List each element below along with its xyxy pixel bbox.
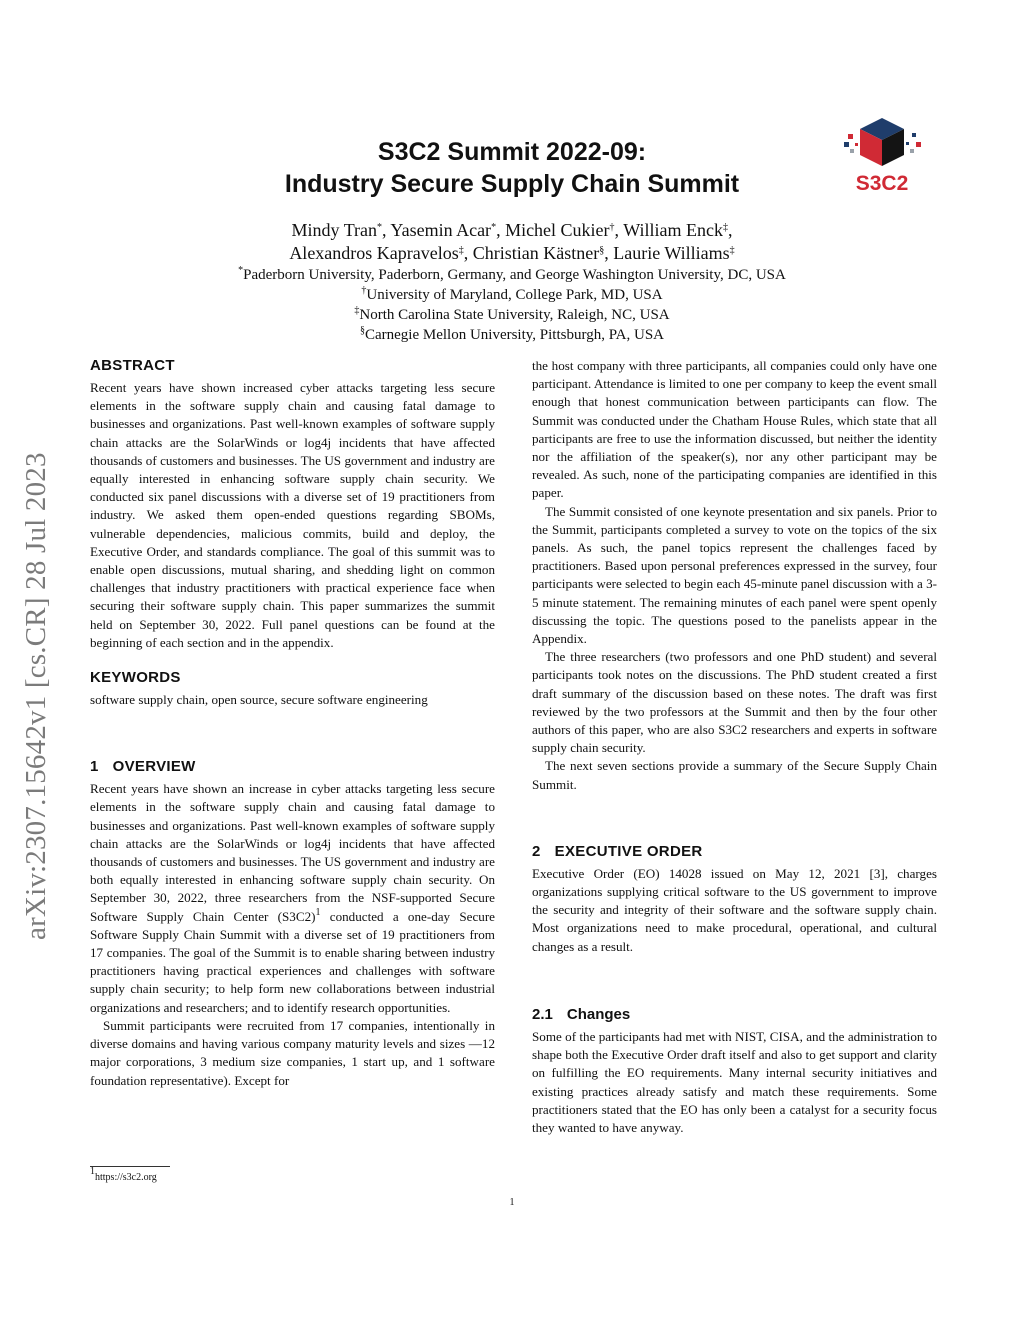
affiliation-text: North Carolina State University, Raleigh, NC, USA xyxy=(359,307,670,323)
title-line-2: Industry Secure Supply Chain Summit xyxy=(284,170,740,198)
left-column xyxy=(90,357,495,1090)
section-title: OVERVIEW xyxy=(112,758,196,776)
author-mark: † xyxy=(609,222,615,233)
section-number: 1 xyxy=(90,758,99,776)
abstract-heading: ABSTRACT xyxy=(90,357,175,374)
affiliation-mark: § xyxy=(359,325,365,336)
author-line-2 xyxy=(150,242,874,265)
affiliation-text: University of Maryland, College Park, MD, USA xyxy=(366,287,663,303)
author-mark: * xyxy=(491,222,497,233)
title-line-1: S3C2 Summit 2022-09: xyxy=(377,138,647,166)
author-line-1 xyxy=(150,219,874,242)
logo-text: S3C2 xyxy=(855,172,909,195)
author-name: Michel Cukier xyxy=(505,220,610,240)
affiliation-list xyxy=(150,265,874,345)
author-name: Alexandros Kapravelos xyxy=(289,243,459,263)
author-separator: , xyxy=(496,220,506,240)
footnote-ref[interactable]: 1 xyxy=(315,906,321,918)
overview-paragraph-2: Summit participants were recruited from 17 companies, intentionally in diverse domains and having various company maturity levels and sizes —12 major corporations, 3 medium size companies, 1 start up, and 1 software foundation representative). Except for xyxy=(90,1017,495,1088)
abstract-text: Recent years have shown increased cyber attacks targeting less secure elements in the software supply chain and causing fatal damage to businesses and organizations. Past well-known examples of software supply chain attacks are the SolarWinds or log4j incidents that have affected thousands of customers and businesses. The US government and industry are equally interested in enhancing software supply chain security. We conducted six panel discussions with a diverse set of 19 practitioners from industry. We asked them open-ended questions regarding SBOMs, vulnerable dependencies, malicious commits, build and deploy, the Executive Order, and standards compliance. The goal of this summit was to enable open discussions, mutual sharing, and shedding light on common challenges that industry practitioners with practical experience face when securing their software supply chain. This paper summarizes the summit held on September 30, 2022. Full panel questions can be found at the beginning of each section and in the appendix. xyxy=(90,380,495,650)
overview-heading xyxy=(90,758,495,775)
author-separator: , xyxy=(463,243,473,263)
affiliation xyxy=(150,265,874,285)
changes-heading xyxy=(532,1006,937,1023)
author-name: Mindy Tran xyxy=(291,220,378,240)
keywords-heading: KEYWORDS xyxy=(90,669,181,687)
footnote-mark: 1 xyxy=(90,1166,95,1177)
subsection-number: 2.1 xyxy=(532,1005,553,1023)
overview-paragraph-1 xyxy=(90,780,495,1017)
author-mark: ‡ xyxy=(722,222,728,233)
affiliation-mark: * xyxy=(238,265,244,276)
author-mark: ‡ xyxy=(729,245,735,256)
overview-paragraph-4: The Summit consisted of one keynote presentation and six panels. Prior to the Summit, participants completed a survey to vote on the topics of the six panels. As such, the panel topics represent the challenges faced by practitioners. Based upon personal preferences expressed in the survey, four participants were selected to begin each 45-minute panel discussion with a 3-5 minute statement. The remaining minutes of each panel were spent openly discussing the topic. The questions posed to the panelists appear in the Appendix. xyxy=(532,503,937,647)
page-number: 1 xyxy=(509,1197,515,1208)
subsection-title: Changes xyxy=(566,1005,631,1023)
author-mark: ‡ xyxy=(458,245,464,256)
author-name: Laurie Williams xyxy=(613,243,730,263)
paper-title xyxy=(150,136,874,200)
overview-paragraph-5: The three researchers (two professors and one PhD student) and several participants took notes on the discussions. The PhD student created a first draft summary of the discussion based on these notes. The draft was first reviewed by the two professors at the Summit and then by the four other authors of this paper, who are also S3C2 researchers and experts in software supply chain security. xyxy=(532,649,937,756)
executive-order-heading xyxy=(532,843,937,860)
affiliation-mark: † xyxy=(361,285,367,296)
footnote xyxy=(90,1166,157,1183)
overview-paragraph-3: the host company with three participants, all companies could only have one participant. Attendance is limited to one per company to keep the event small enough that honest communication between participants can flow. The Summit was conducted under the Chatham House Rules, which state that all participants are free to use the information discussed, but neither the identity nor the affiliation of the speaker(s), nor any other participant may be revealed. As such, none of the participating companies are identified in this paper. xyxy=(532,358,937,501)
arxiv-stamp: arXiv:2307.15642v1 [cs.CR] 28 Jul 2023 xyxy=(20,452,52,940)
affiliation xyxy=(150,325,874,345)
paragraph-text: Recent years have shown an increase in cyber attacks targeting less secure elements in the software supply chain and causing fatal damage to businesses and organizations. Past well-known examples of software supply chain attacks are the SolarWinds or log4j incidents that have affected thousands of customers and businesses. The US government and industry are both equally interested in enhancing software supply chain security. On September 30, 2022, three researchers from the NSF-supported Secure Software Supply Chain Center (S3C2) xyxy=(90,781,495,924)
author-separator: , xyxy=(614,220,624,240)
author-name: William Enck xyxy=(623,220,723,240)
author-separator: , xyxy=(382,220,391,240)
author-name: Christian Kästner xyxy=(472,243,600,263)
keywords-text: software supply chain, open source, secure software engineering xyxy=(90,692,428,708)
author-mark: § xyxy=(599,245,605,256)
section-title: EXECUTIVE ORDER xyxy=(554,842,703,860)
footnote-link[interactable]: https://s3c2.org xyxy=(95,1172,157,1183)
affiliation-text: Paderborn University, Paderborn, Germany, and George Washington University, DC, USA xyxy=(243,267,786,283)
affiliation xyxy=(150,285,874,305)
author-separator: , xyxy=(604,243,614,263)
affiliation-text: Carnegie Mellon University, Pittsburgh, PA, USA xyxy=(364,327,665,343)
executive-order-text: Executive Order (EO) 14028 issued on May 12, 2021 [3], charges organizations supplying critical software to the US government to improve the security and integrity of their software and the software supply chain. Most organizations need to make procedural, operational, and cultural changes as a result. xyxy=(532,865,937,954)
overview-paragraph-6: The next seven sections provide a summary of the Secure Supply Chain Summit. xyxy=(532,758,937,792)
affiliation xyxy=(150,305,874,325)
changes-text: Some of the participants had met with NIST, CISA, and the administration to shape both the Executive Order draft itself and also to get support and clarity on fulfilling the EO requirements. Many internal security initiatives and existing practices already satisfy and match these requirements. Some practitioners stated that the EO has only been a catalyst for a security focus they wanted to have anyway. xyxy=(532,1028,937,1135)
footnote-rule xyxy=(90,1166,170,1167)
author-name: Yasemin Acar xyxy=(390,220,492,240)
author-separator: , xyxy=(727,220,733,240)
author-list xyxy=(150,219,874,265)
paragraph-text: conducted a one-day Secure Software Supply Chain Summit with a diverse set of 19 practitioners from 17 companies. The goal of the Summit is to enable sharing between industry practitioners having practical experiences and challenges with software supply chain security; to help form new collaborations between industrial organizations and researchers; and to identify research opportunities. xyxy=(90,908,495,1015)
section-number: 2 xyxy=(532,842,541,860)
right-column xyxy=(532,357,937,1137)
affiliation-mark: ‡ xyxy=(354,305,360,316)
author-mark: * xyxy=(377,222,383,233)
